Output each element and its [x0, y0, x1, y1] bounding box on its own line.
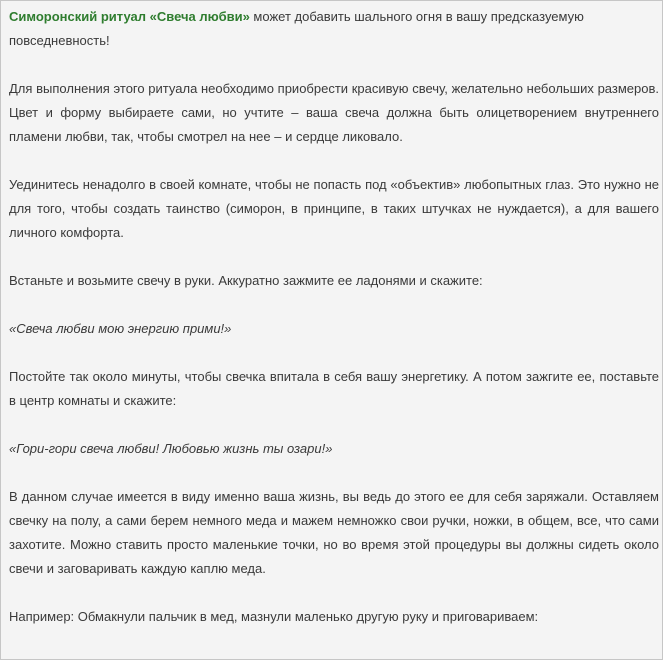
- quote-burn: «Гори-гори свеча любви! Любовью жизнь ты озари!»: [9, 441, 333, 456]
- paragraph-privacy: Уединитесь ненадолго в своей комнате, чтобы не попасть под «объектив» любопытных глаз. Это нужно не для того, чтобы создать таинство (симорон, в принципе, в таких штучках не нуждается), а для вашего личного комфорта.: [9, 177, 659, 240]
- ritual-name-highlight: Симоронский ритуал: [9, 9, 147, 24]
- paragraph-honey: В данном случае имеется в виду именно ваша жизнь, вы ведь до этого ее для себя заряжали. Оставляем свечку на полу, а сами берем немного меда и мажем немножко свои ручки, ножки, в общем, все, что сами захотите. Можно ставить просто маленькие точки, но во время этой процедуры вы должны сидеть около свечи и заговаривать каждую каплю меда.: [9, 489, 659, 576]
- candle-name-highlight: «Свеча любви»: [149, 9, 250, 24]
- intro-text: может добавить шального огня в вашу предсказуемую повседневность!: [9, 9, 584, 48]
- paragraph-candle-choice: Для выполнения этого ритуала необходимо приобрести красивую свечу, желательно небольших размеров. Цвет и форму выбираете сами, но учтите – ваша свеча должна быть олицетворением внутреннего пламени любви, так, чтобы смотрел на нее – и сердце ликовало.: [9, 81, 659, 144]
- intro-paragraph: [9, 5, 659, 53]
- paragraph-light-candle: Постойте так около минуты, чтобы свечка впитала в себя вашу энергетику. А потом зажгите ее, поставьте в центр комнаты и скажите:: [9, 369, 659, 408]
- article-body: [9, 5, 659, 653]
- paragraph-example: Например: Обмакнули пальчик в мед, мазнули маленько другую руку и приговариваем:: [9, 609, 539, 624]
- paragraph-hold-candle: Встаньте и возьмите свечу в руки. Аккуратно зажмите ее ладонями и скажите:: [9, 273, 483, 288]
- quote-energy: «Свеча любви мою энергию прими!»: [9, 321, 232, 336]
